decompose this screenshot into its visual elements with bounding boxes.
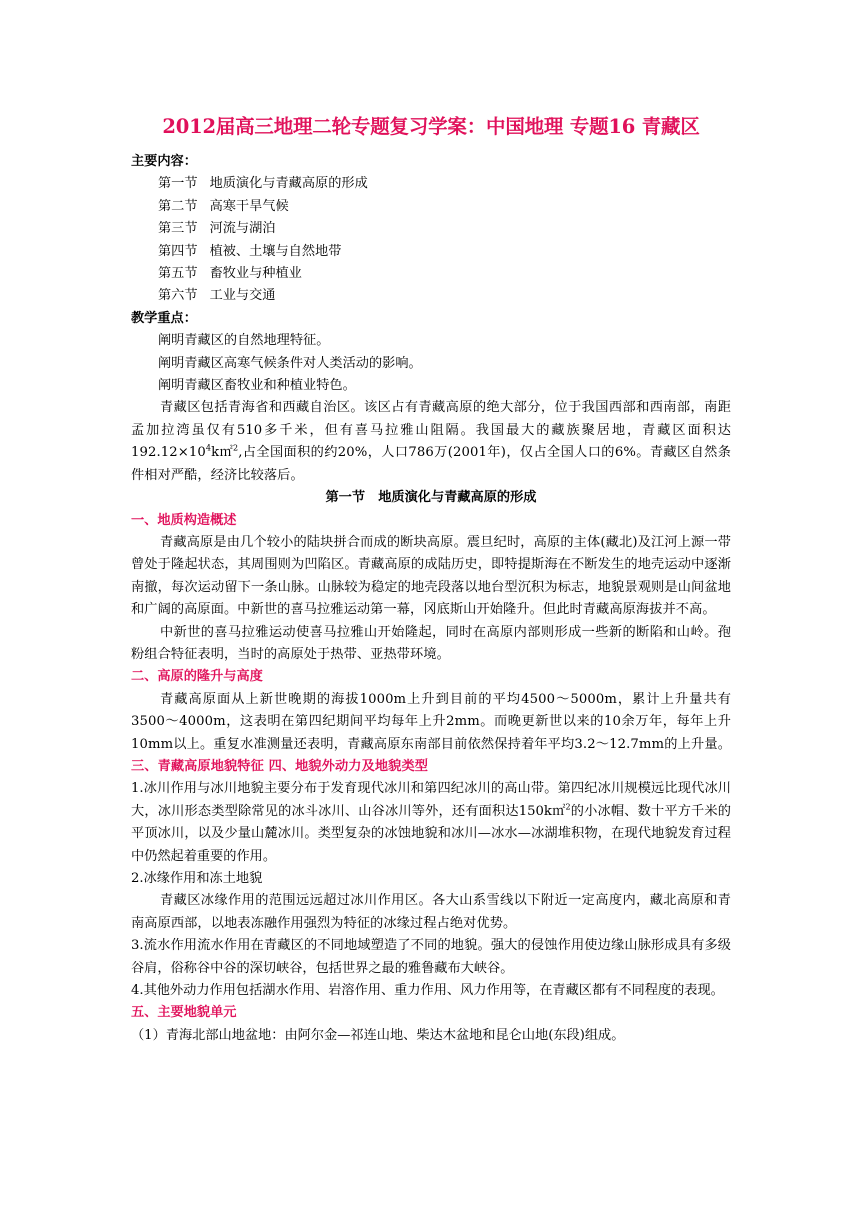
- toc-item: [131, 285, 731, 307]
- toc-item-number: 第三节: [158, 221, 198, 237]
- landform-unit-item: （1）青海北部山地盆地：由阿尔金—祁连山地、柴达木盆地和昆仑山地(东段)组成。: [131, 1027, 625, 1043]
- uplift-paragraph: [131, 689, 731, 779]
- toc-item-number: 第五节: [158, 266, 198, 282]
- glacier-sup: 2: [565, 802, 571, 812]
- list-item-glacier: [131, 778, 731, 868]
- intro-text-3: ,占全国面积的约20%，人口786万(2001年)，仅占全国人口的6%。青藏区自然条件相对严酷，经济比较落后。: [131, 445, 731, 483]
- uplift-text: 青藏高原面从上新世晚期的海拔1000m上升到目前的平均4500～5000m，累计上升量共有3500～4000m，这表明在第四纪期间平均每年上升2mm。而晚更新世以来的10余万年，每年上升10mm以上。重复水准测量还表明，青藏高原东南部目前依然保持着年平均3.2～12.7mm的上升量。: [131, 691, 731, 752]
- key-points-list: [131, 330, 731, 397]
- list-item-other-forces: 4.其他外动力作用包括湖水作用、岩溶作用、重力作用、风力作用等，在青藏区都有不同程度的表现。: [131, 983, 724, 999]
- geology-paragraph-2: 中新世的喜马拉雅运动使喜马拉雅山开始隆起，同时在高原内部则形成一些新的断陷和山岭。孢粉组合特征表明，当时的高原处于热带、亚热带环境。: [131, 624, 731, 662]
- list-item-periglacial-title: 2.冰缘作用和冻土地貌: [131, 871, 263, 886]
- intro-sup-2: 2: [233, 443, 239, 453]
- toc-item: [131, 263, 731, 285]
- toc-item-text: 畜牧业与种植业: [209, 266, 302, 282]
- intro-paragraph: [131, 397, 731, 487]
- toc-item: [131, 218, 731, 240]
- toc-item: [131, 241, 731, 263]
- intro-sup-1: 4: [205, 443, 212, 453]
- toc-item: [131, 196, 731, 218]
- toc-item-text: 河流与湖泊: [209, 221, 276, 237]
- toc-item-text: 高寒干旱气候: [209, 198, 289, 214]
- toc-item-text: 工业与交通: [209, 288, 276, 304]
- glacier-text-2: 的小冰帽、数十平方千米的平顶冰川，以及少量山麓冰川。类型复杂的冰蚀地貌和冰川—冰水—冰湖堆积物，在现代地貌发育过程中仍然起着重要的作用。: [131, 803, 731, 864]
- document-page: [131, 112, 731, 1047]
- subheading-uplift: 二、高原的隆升与高度: [131, 669, 263, 685]
- toc-item-number: 第六节: [158, 288, 198, 304]
- key-point-item: 阐明青藏区畜牧业和种植业特色。: [158, 378, 356, 394]
- subheading-landform-units: 五、主要地貌单元: [131, 1005, 237, 1021]
- key-point-item: 阐明青藏区的自然地理特征。: [158, 333, 330, 349]
- document-title: 2012届高三地理二轮专题复习学案：中国地理 专题16 青藏区: [162, 115, 700, 138]
- section-1-title: 第一节 地质演化与青藏高原的形成: [325, 490, 537, 506]
- toc-item-text: 植被、土壤与自然地带: [209, 243, 342, 259]
- geology-paragraph-1: 青藏高原是由几个较小的陆块拼合而成的断块高原。震旦纪时，高原的主体(藏北)及江河上源一带曾处于隆起状态，其周围则为凹陷区。青藏高原的成陆历史，即特提斯海在不断发生的地壳运动中逐渐南撤，每次运动留下一条山脉。山脉较为稳定的地壳段落以地台型沉积为标志，地貌景观则是山间盆地和广阔的高原面。中新世的喜马拉雅运动第一幕，冈底斯山开始隆升。但此时青藏高原海拔并不高。: [131, 534, 731, 618]
- subheading-geology: 一、地质构造概述: [131, 512, 237, 528]
- toc-item-number: 第一节: [158, 176, 198, 192]
- key-points-label: 教学重点：: [131, 310, 197, 326]
- list-item-fluvial: 3.流水作用流水作用在青藏区的不同地域塑造了不同的地貌。强大的侵蚀作用使边缘山脉形成具有多级谷肩，俗称谷中谷的深切峡谷，包括世界之最的雅鲁藏布大峡谷。: [131, 938, 731, 976]
- periglacial-paragraph: 青藏区冰缘作用的范围远远超过冰川作用区。各大山系雪线以下附近一定高度内，藏北高原和青南高原西部，以地表冻融作用强烈为特征的冰缘过程占绝对优势。: [131, 893, 731, 931]
- main-content-label: 主要内容：: [131, 154, 197, 169]
- toc-list: [131, 173, 731, 307]
- intro-text-1: 青藏区包括青海省和西藏自治区。该区占有青藏高原的绝大部分，位于我国西部和西南部，南距孟加拉湾虽仅有510多千米，但有喜马拉雅山阻隔。我国最大的藏族聚居地，青藏区面积达192.12×10: [131, 400, 731, 461]
- glacier-text-1: 1.冰川作用与冰川地貌主要分布于发育现代冰川和第四纪冰川的高山带。第四纪冰川规模远比现代冰川大，冰川形态类型除常见的冰斗冰川、山谷冰川等外，还有面积达150k㎡: [131, 781, 731, 819]
- inline-subheadings: 三、青藏高原地貌特征 四、地貌外动力及地貌类型: [131, 758, 429, 774]
- toc-item-text: 地质演化与青藏高原的形成: [209, 176, 368, 192]
- toc-item: [131, 173, 731, 195]
- toc-item-number: 第二节: [158, 198, 198, 214]
- toc-item-number: 第四节: [158, 243, 198, 259]
- key-point-item: 阐明青藏区高寒气候条件对人类活动的影响。: [158, 355, 422, 371]
- intro-text-2: k㎡: [211, 445, 234, 461]
